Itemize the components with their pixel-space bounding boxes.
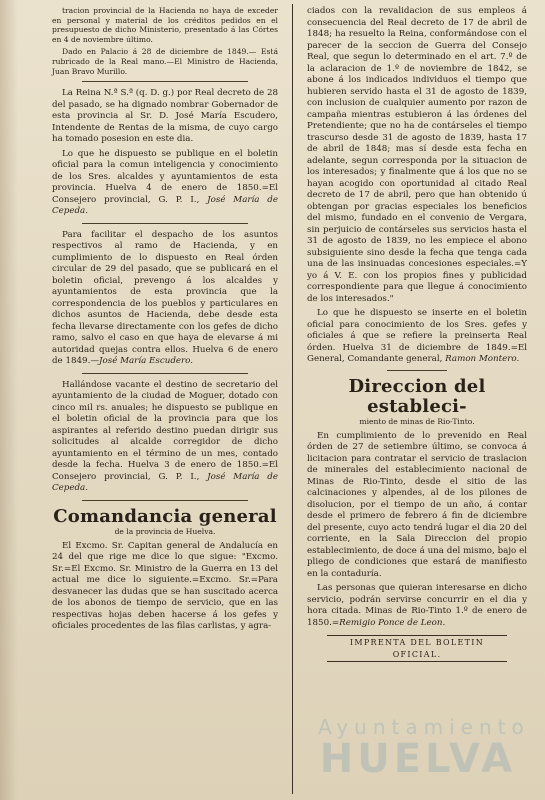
section-heading: Comandancia general — [53, 505, 277, 527]
section-subheading: de la provincia de Huelva. — [114, 526, 216, 536]
watermark-top: Ayuntamiento — [318, 715, 530, 739]
mines-tender-closing: Las personas que quieran interesarse en dicho servicio, podrán servirse concurrir en el dia y hora citada. Minas de Rio-Tinto 1.º de enero de 1850.=Remigio Ponce de Leon. — [307, 583, 527, 628]
separator — [82, 81, 248, 82]
governor-notice: La Reina N.ª S.ª (q. D. g.) por Real decreto de 28 del pasado, se ha dignado nombrar Gobernador de esta provincia al Sr. D. José María Escudero, Intendente de Rentas de la misma, de cuyo cargo ha tomado posesion en este dia. — [52, 88, 278, 145]
printer-imprint: IMPRENTA DEL BOLETIN OFICIAL. — [327, 635, 507, 662]
section-subheading: miento de minas de Rio-Tinto. — [359, 416, 475, 426]
vacancy-notice: Hallándose vacante el destino de secretario del ayuntamiento de la ciudad de Moguer, dotado con cinco mil rs. anuales; he dispuesto se publique en el boletin oficial de la provincia para que los aspirantes al referido destino puedan dirigir sus solicitudes al alcalde corregidor de dicho ayuntamiento en el término de un mes, contado desde la fecha. Huelva 3 de enero de 1850.=El Consejero provincial, G. P. I., José María de Cepeda. — [52, 379, 279, 494]
separator — [82, 373, 248, 374]
decree-date: Dado en Palacio á 28 de diciembre de 1849.— Está rubricado de la Real mano.—El Ministro de Hacienda, Juan Bravo Murillo. — [52, 47, 278, 76]
signature: José María de Cepeda. — [52, 194, 279, 217]
publication-notice: Lo que he dispuesto se publique en el boletin oficial para la comun inteligencia y conocimiento de los Sres. alcaldes y ayuntamientos de esta provincia. Huelva 4 de enero de 1850.=El Consejero provincial, G. P. I., José María de Cepeda. — [52, 148, 279, 217]
separator — [387, 370, 447, 371]
military-publication: Lo que he dispuesto se inserte en el boletin oficial para conocimiento de los Sres. gefes y oficiales á que se refiere la preinserta Real órden. Huelva 31 de diciembre de 1849.=El General, Comandante general, Ramon Montero. — [307, 308, 527, 364]
signature: Remigio Ponce de Leon. — [339, 617, 446, 628]
mines-tender-notice: En cumplimiento de lo prevenido en Real órden de 27 de setiembre último, se convoca á licitacion para contratar el servicio de traslacion de minerales del establecimiento nacional de Minas de Rio-Tinto, desde el sitio de las calcinaciones y alpendes, al de los pilones de disolucion, por el tiempo de un año, á contar desde el primero de febrero á fin de diciembre del presente, cuyo acto tendrá lugar el dia 20 del corriente, en la Sala Direccion del propio establecimiento, de doce á una del mismo, bajo el pliego de condiciones que estará de manifiesto en la contaduría. — [307, 430, 527, 579]
column-rule — [292, 4, 293, 794]
page-fold-shadow — [0, 0, 18, 800]
archive-watermark — [318, 715, 530, 796]
signature: José María de Cepeda. — [52, 471, 279, 494]
signature: Ramon Montero. — [445, 354, 520, 364]
section-heading: Direccion del estableci- — [348, 375, 486, 417]
military-notice-continued: ciados con la revalidacion de sus empleos á consecuencia del Real decreto de 17 de abril de 1848; ha resuelto la Reina, conformándose con el parecer de la seccion de Guerra del Consejo Real, que segun lo determinado en el art. 7.º de la aclaracion de 1.º de noviembre de 1842, se abone á los indicados individuos el tiempo que hubieren servido hasta el 31 de agosto de 1839, con inclusion de cualquier aumento por razon de campaña mientras estubieron á las órdenes del Pretendiente; que no ha de contárseles el tiempo trascurso desde 31 de agosto de 1839, hasta 17 de abril de 1848; mas sí desde esta fecha en adelante, segun corresponda por la situacion de los interesados; y finalmente que á los que no se hayan acogido con oportunidad al citado Real decreto de 17 de abril, pero que han obtenido ú obtengan por gracias especiales los beneficios del mismo, fundado en el convenio de Vergara, sin perjuicio de contárseles sus servicios hasta el 31 de agosto de 1839, no les empiece el abono subsiguiente sino desde la fecha que tenga cada una de las insinuadas concesiones especiales.=Y yo á V. E. con los propios fines y publicidad correspondiente para que llegue á conocimiento de los interesados." — [307, 6, 527, 304]
military-notice: El Excmo. Sr. Capitan general de Andalucía en 24 del que rige me dice lo que sigue: "Excmo. Sr.=El Excmo. Sr. Ministro de la Guerra en 13 del actual me dice lo siguiente.=Excmo. Sr.=Para desvanecer las dudas que se han suscitado acerca de los abonos de tiempo de servicio, que en las respectivas hojas deben hacerse á los gefes y oficiales procedentes de las filas carlistas, y agra- — [52, 540, 278, 632]
top-fragment: tracion provincial de la Hacienda no haya de exceder en personal y material de los créditos pedidos en el presupuesto de dicho Ministerio, presentado á las Córtes en 4 de noviembre último. — [52, 6, 278, 44]
left-column — [52, 6, 278, 636]
separator — [82, 500, 248, 501]
hacienda-notice: Para facilitar el despacho de los asuntos respectivos al ramo de Hacienda, y en cumplimiento de lo dispuesto en Real órden circular de 29 del pasado, que se publicará en el boletin oficial, prevengo á los alcaldes y ayuntamientos de esta provincia que la correspondencia de los pueblos y particulares en dichos asuntos de Hacienda, debe desde esta fecha llevarse directamente con los gefes de dicho ramo, salvo el caso en que haya de elevarse á mi autoridad quejas contra ellos. Huelva 6 de enero de 1849.—José María Escudero. — [52, 229, 278, 367]
right-column — [307, 6, 527, 662]
watermark-main: HUELVA — [319, 736, 517, 782]
signature: José María Escudero. — [99, 356, 194, 367]
separator — [82, 223, 248, 224]
